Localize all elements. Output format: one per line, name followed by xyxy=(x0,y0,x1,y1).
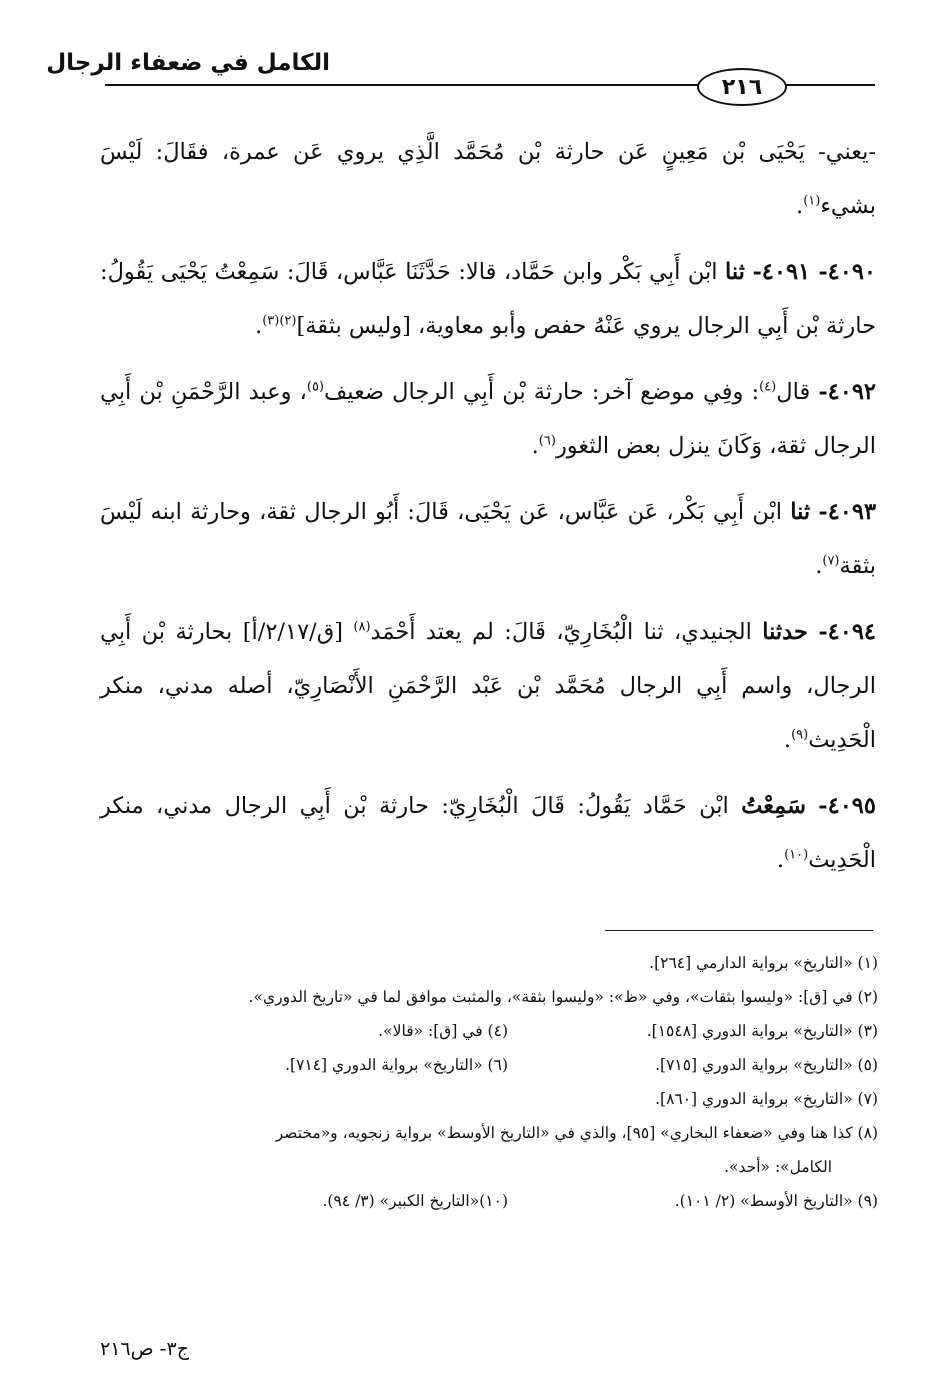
footnote-ref: (٨) xyxy=(353,619,371,635)
footnote: (٣) «التاريخ» برواية الدوري [١٥٤٨]. xyxy=(646,1022,878,1040)
entry-number: ٤٠٩٣- xyxy=(818,499,877,525)
main-text xyxy=(100,125,876,899)
entry-number: ٤٠٩٥- xyxy=(818,793,876,819)
footnote: (٤) في [ق]: «قالا». xyxy=(378,1022,508,1040)
footnote-row xyxy=(100,1014,878,1048)
footnote-ref: (١٠) xyxy=(784,847,809,863)
footnote: (٦) «التاريخ» برواية الدوري [٧١٤]. xyxy=(285,1056,508,1074)
running-header-title: الكامل في ضعفاء الرجال xyxy=(46,50,330,76)
footnote: (٢) في [ق]: «وليسوا بثقات»، وفي «ظ»: «وليسوا بثقة»، والمثبت موافق لما في «تاريخ الدوري». xyxy=(248,988,878,1006)
footnote-ref: (٢)(٣) xyxy=(262,313,297,329)
footnote-ref: (٤) xyxy=(759,379,777,395)
footnote: (٧) «التاريخ» برواية الدوري [٨٦٠]. xyxy=(655,1090,878,1108)
paragraph: ٤٠٩٠- ٤٠٩١- ثنا ابْن أَبِي بَكْر وابن حَمَّاد، قالا: حَدَّثَنَا عَبَّاس، قَالَ: سَمِعْتُ يَحْيَى يَقُولُ: حارثة بْن أَبِي الرجال يروي عَنْهُ حفص وأبو معاوية، [وليس بثقة]$^{(٢)(٣)}$. xyxy=(100,259,876,339)
footnote: (٩) «التاريخ الأوسط» (٢/ ١٠١). xyxy=(674,1192,878,1210)
footnote-row xyxy=(100,1184,878,1218)
footnote-row xyxy=(100,1048,878,1082)
paragraph: ٤٠٩٤- حدثنا الجنيدي، ثنا الْبُخَارِيّ، قَالَ: لم يعتد أَحْمَد$^{(٨)}$ [ق/٢/١٧/أ] بحارثة بْن أَبِي الرجال، واسم أَبِي الرجال مُحَمَّد بْن عَبْد الرَّحْمَنِ الأَنْصَارِيّ، أصله مدني، منكر الْحَدِيث$^{(٩)}$. xyxy=(100,619,876,753)
footnote-ref: (١) xyxy=(803,193,821,209)
paragraph: ٤٠٩٢- قال$^{(٤)}$: وفِي موضع آخر: حارثة بْن أَبِي الرجال ضعيف$^{(٥)}$، وعبد الرَّحْمَنِ بْن أَبِي الرجال ثقة، وَكَانَ ينزل بعض الثغور$^{(٦)}$. xyxy=(100,379,877,459)
footnote: (١) «التاريخ» برواية الدارمي [٢٦٤]. xyxy=(649,954,878,972)
footnote-ref: (٥) xyxy=(306,379,324,395)
transmission-keyword: سَمِعْتُ xyxy=(741,793,806,819)
transmission-keyword: ثنا xyxy=(725,259,745,285)
footnote-ref: (٦) xyxy=(538,433,556,449)
transmission-keyword: حدثنا xyxy=(762,619,808,645)
page-number-badge: ٢١٦ xyxy=(697,68,787,106)
transmission-keyword: ثنا xyxy=(790,499,811,525)
paragraph: -يعني- يَحْيَى بْن مَعِينٍ عَن حارثة بْن مُحَمَّد الَّذِي يروي عَن عمرة، فقَالَ: لَيْسَ بشيء$^{(١)}$. xyxy=(100,139,876,219)
footnote-ref: (٧) xyxy=(822,553,840,569)
entry-number: ٤٠٩٠- ٤٠٩١- xyxy=(752,259,876,285)
paragraph: ٤٠٩٣- ثنا ابْن أَبِي بَكْر، عَن عَبَّاس، عَن يَحْيَى، قَالَ: أَبُو الرجال ثقة، وحارثة ابنه لَيْسَ بثقة$^{(٧)}$. xyxy=(100,499,877,579)
footnotes xyxy=(100,946,878,1218)
footnote: (٨) كذا هنا وفي «ضعفاء البخاري» [٩٥]، والذي في «التاريخ الأوسط» برواية زنجويه، و«مختصر xyxy=(275,1124,878,1142)
entry-number: ٤٠٩٢- xyxy=(818,379,877,405)
entry-number: ٤٠٩٤- xyxy=(818,619,876,645)
volume-page-reference: ج٣- ص٢١٦ xyxy=(100,1338,189,1360)
paragraph: ٤٠٩٥- سَمِعْتُ ابْن حَمَّاد يَقُولُ: قَالَ الْبُخَارِيّ: حارثة بْن أَبِي الرجال مدني، منكر الْحَدِيث$^{(١٠)}$. xyxy=(100,793,876,873)
footnote-continuation: الكامل»: «أحد». xyxy=(724,1158,832,1176)
footnote: (١٠)«التاريخ الكبير» (٣/ ٩٤). xyxy=(322,1192,508,1210)
footnote-separator xyxy=(605,930,873,931)
footnote: (٥) «التاريخ» برواية الدوري [٧١٥]. xyxy=(655,1056,878,1074)
footnote-ref: (٩) xyxy=(791,727,809,743)
